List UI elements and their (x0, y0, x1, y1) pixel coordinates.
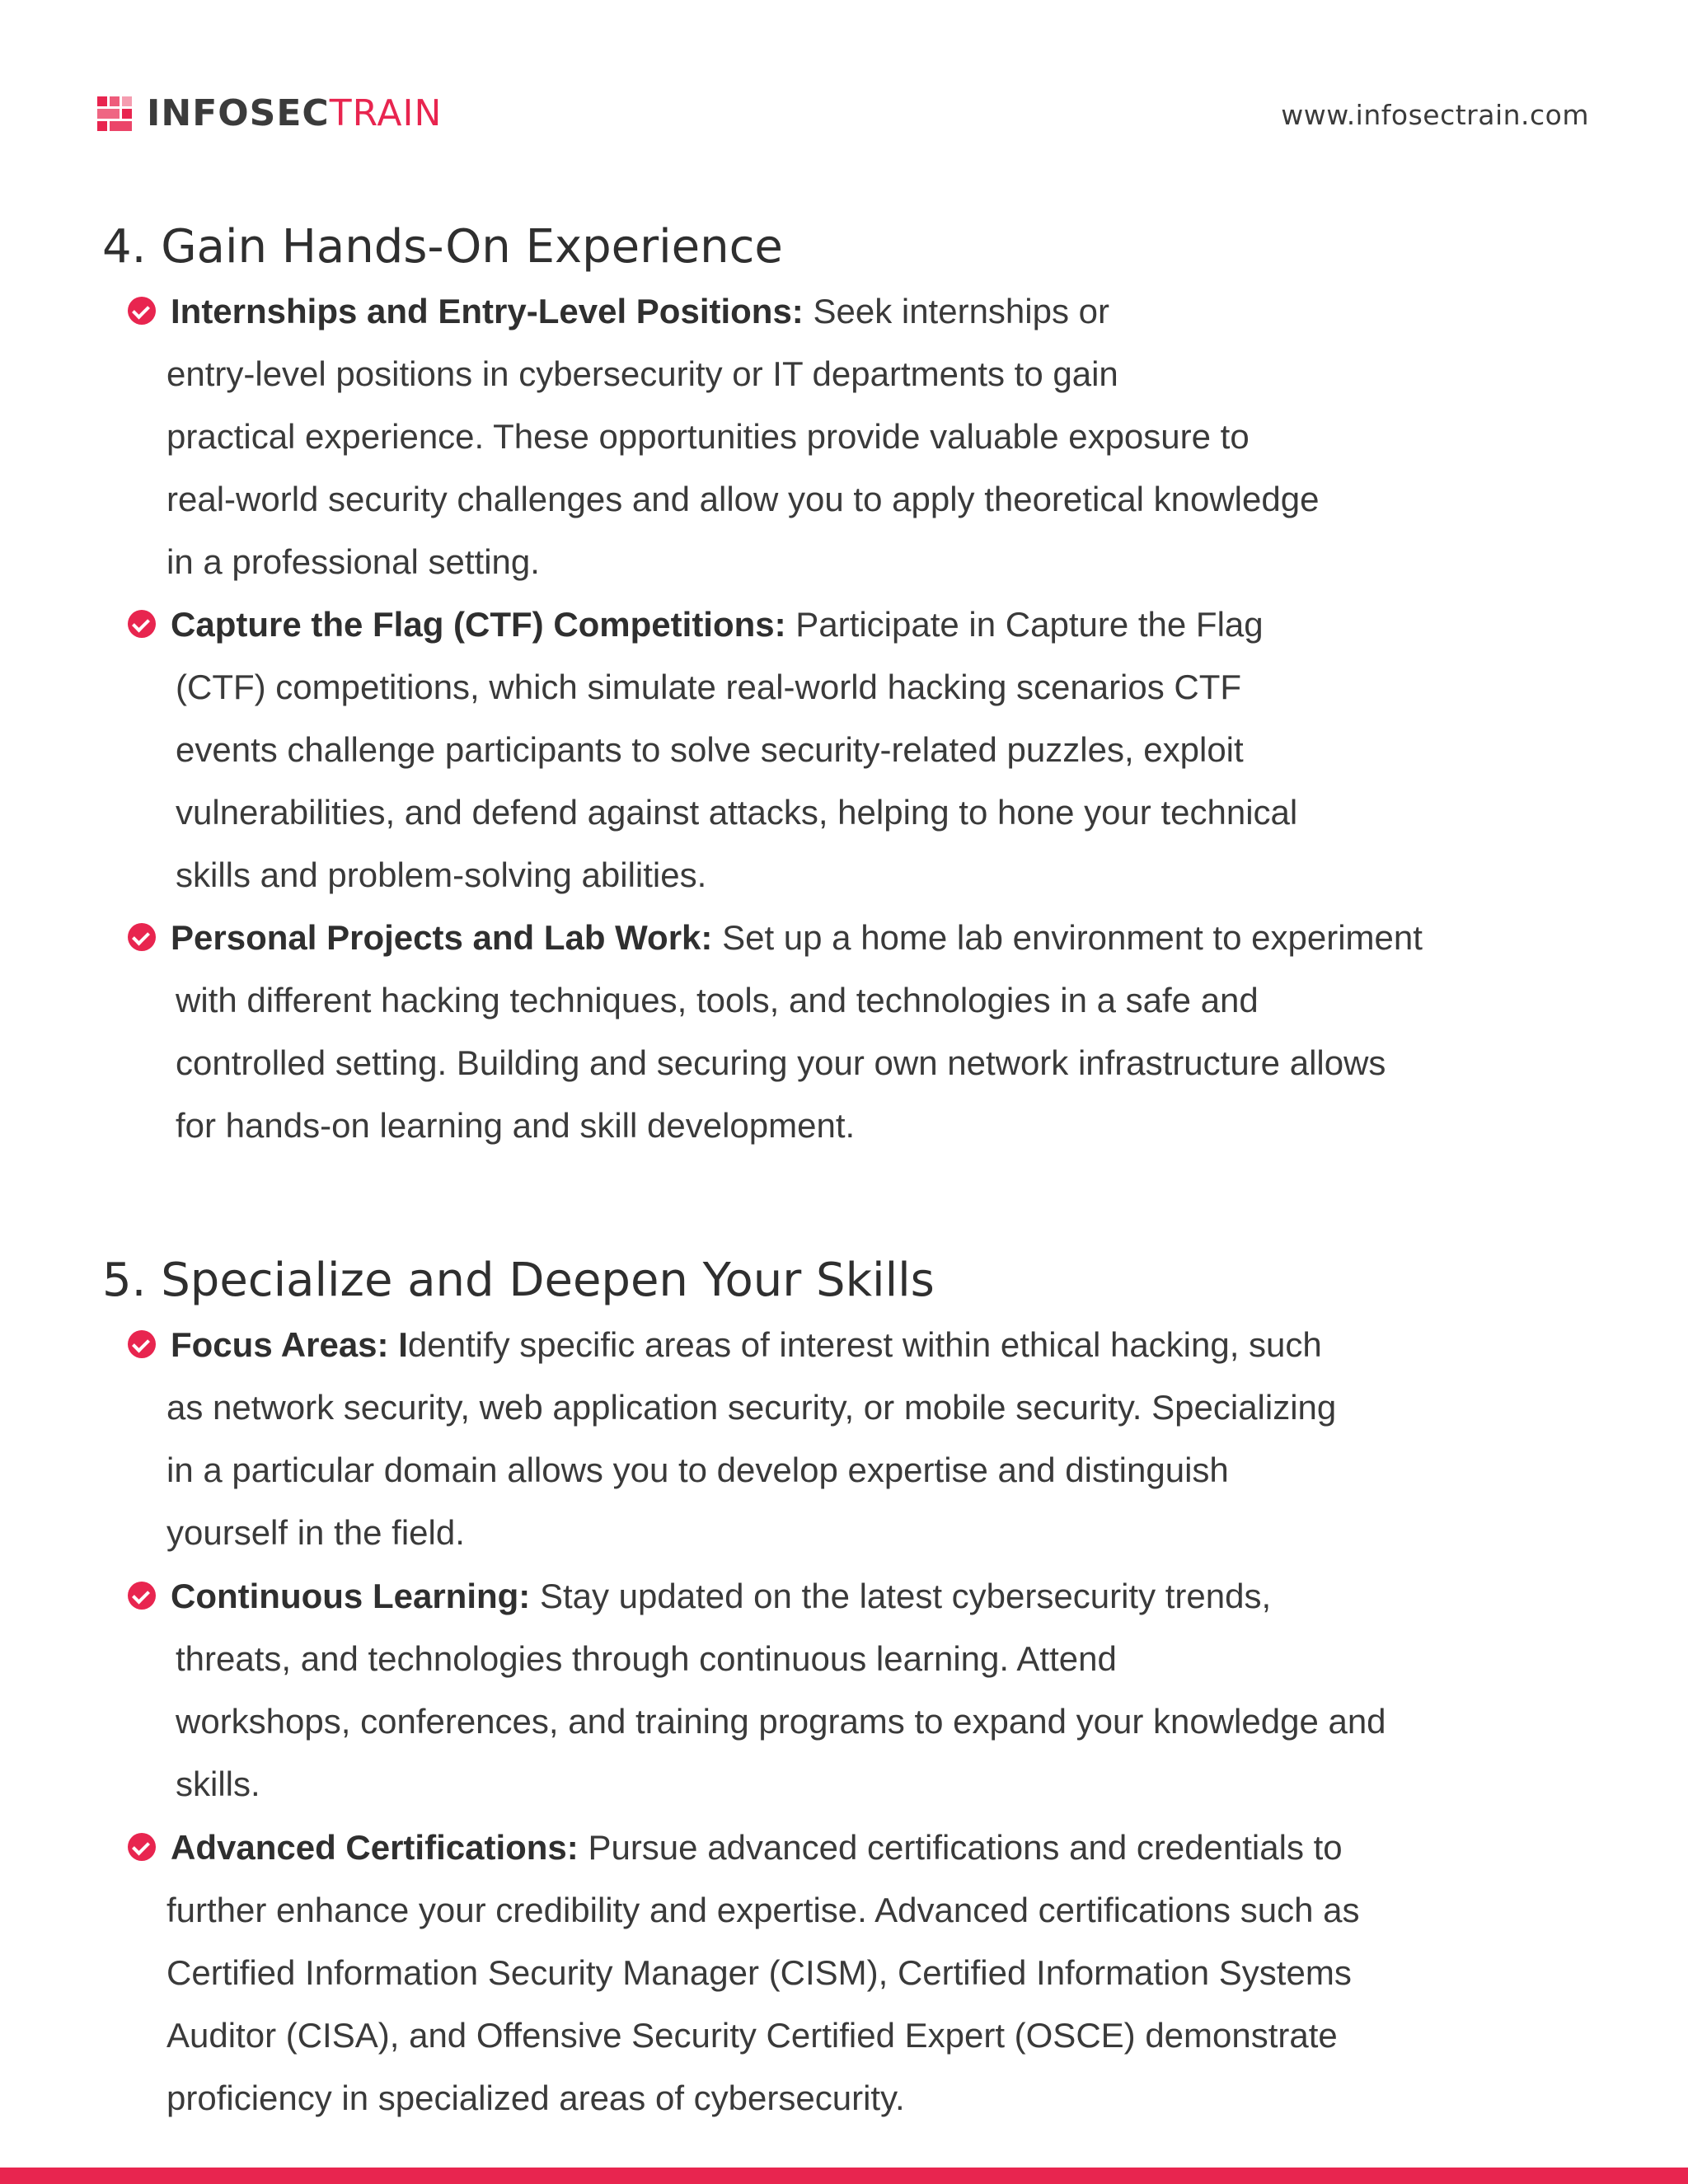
website-url[interactable]: www.infosectrain.com (1281, 99, 1589, 131)
check-circle-icon (128, 1330, 156, 1358)
bullet-text-line: Certified Information Security Manager (CISM), Certified Information Systems (166, 1953, 1352, 1992)
bullet-text-line: in a particular domain allows you to develop expertise and distinguish (166, 1451, 1229, 1489)
bullet-title: Internships and Entry-Level Positions: (171, 292, 804, 330)
section-heading: 4. Gain Hands-On Experience (102, 220, 783, 274)
bullet-text-line: (CTF) competitions, which simulate real-world hacking scenarios CTF (176, 668, 1242, 706)
logo-wordmark-prefix: INFOSEC (147, 92, 330, 134)
bullet-text-line: events challenge participants to solve security-related puzzles, exploit (176, 730, 1244, 769)
bullet-text-line: for hands-on learning and skill development. (176, 1106, 856, 1145)
bullet-item (128, 1565, 1545, 1816)
bullet-text: dentify specific areas of interest within ethical hacking, such (407, 1325, 1322, 1364)
bullet-text-line: in a professional setting. (166, 542, 540, 581)
bullet-text-line: practical experience. These opportunities provide valuable exposure to (166, 417, 1250, 456)
bullet-first-line (128, 1314, 1545, 1376)
check-circle-icon (128, 923, 156, 951)
check-circle-icon (128, 610, 156, 638)
bullet-text-line: as network security, web application security, or mobile security. Specializing (166, 1388, 1337, 1427)
bullet-text-line: further enhance your credibility and expertise. Advanced certifications such as (166, 1891, 1360, 1929)
section-heading: 5. Specialize and Deepen Your Skills (102, 1254, 935, 1307)
bullet-title: Continuous Learning: (171, 1577, 531, 1615)
bullet-item (128, 1314, 1545, 1564)
bullet-first-line (128, 907, 1545, 969)
bullet-text-line: skills. (176, 1765, 260, 1803)
bullet-item (128, 907, 1545, 1157)
bullet-first-line (128, 1816, 1545, 1879)
bullet-text-line: workshops, conferences, and training programs to expand your knowledge and (176, 1702, 1386, 1741)
bullet-first-line (128, 593, 1545, 656)
bullet-text-line: skills and problem-solving abilities. (176, 855, 707, 894)
bullet-text-line: real-world security challenges and allow you to apply theoretical knowledge (166, 480, 1320, 518)
bullet-text-line: threats, and technologies through continuous learning. Attend (176, 1639, 1117, 1678)
bullet-title: Focus Areas: I (171, 1325, 408, 1364)
bullet-first-line (128, 1565, 1545, 1628)
bullet-title: Capture the Flag (CTF) Competitions: (171, 605, 786, 644)
check-circle-icon (128, 297, 156, 325)
bullet-text-line: with different hacking techniques, tools, and technologies in a safe and (176, 981, 1259, 1019)
bullet-text: Stay updated on the latest cybersecurity trends, (530, 1577, 1272, 1615)
bullet-item (128, 280, 1545, 593)
bullet-text-line: proficiency in specialized areas of cybersecurity. (166, 2079, 905, 2117)
page-header (97, 92, 1589, 142)
footer-accent-bar (0, 2168, 1688, 2184)
bullet-item (128, 1816, 1545, 2130)
brand-logo (97, 92, 443, 134)
bullet-text-line: vulnerabilities, and defend against attacks, helping to hone your technical (176, 793, 1298, 832)
bullet-text: Set up a home lab environment to experiment (712, 918, 1423, 957)
logo-mark-icon (97, 96, 132, 131)
bullet-item (128, 593, 1545, 907)
bullet-text: Participate in Capture the Flag (785, 605, 1264, 644)
bullet-text: Seek internships or (803, 292, 1109, 330)
check-circle-icon (128, 1833, 156, 1861)
bullet-first-line (128, 280, 1545, 343)
bullet-text-line: entry-level positions in cybersecurity or IT departments to gain (166, 354, 1118, 393)
bullet-text-line: Auditor (CISA), and Offensive Security Certified Expert (OSCE) demonstrate (166, 2016, 1338, 2055)
bullet-title: Advanced Certifications: (171, 1828, 579, 1867)
bullet-text-line: controlled setting. Building and securing your own network infrastructure allows (176, 1043, 1386, 1082)
logo-wordmark-suffix: TRAIN (329, 92, 443, 134)
bullet-title: Personal Projects and Lab Work: (171, 918, 713, 957)
logo-wordmark (147, 92, 443, 134)
check-circle-icon (128, 1582, 156, 1610)
bullet-text: Pursue advanced certifications and credentials to (578, 1828, 1343, 1867)
bullet-text-line: yourself in the field. (166, 1513, 465, 1552)
